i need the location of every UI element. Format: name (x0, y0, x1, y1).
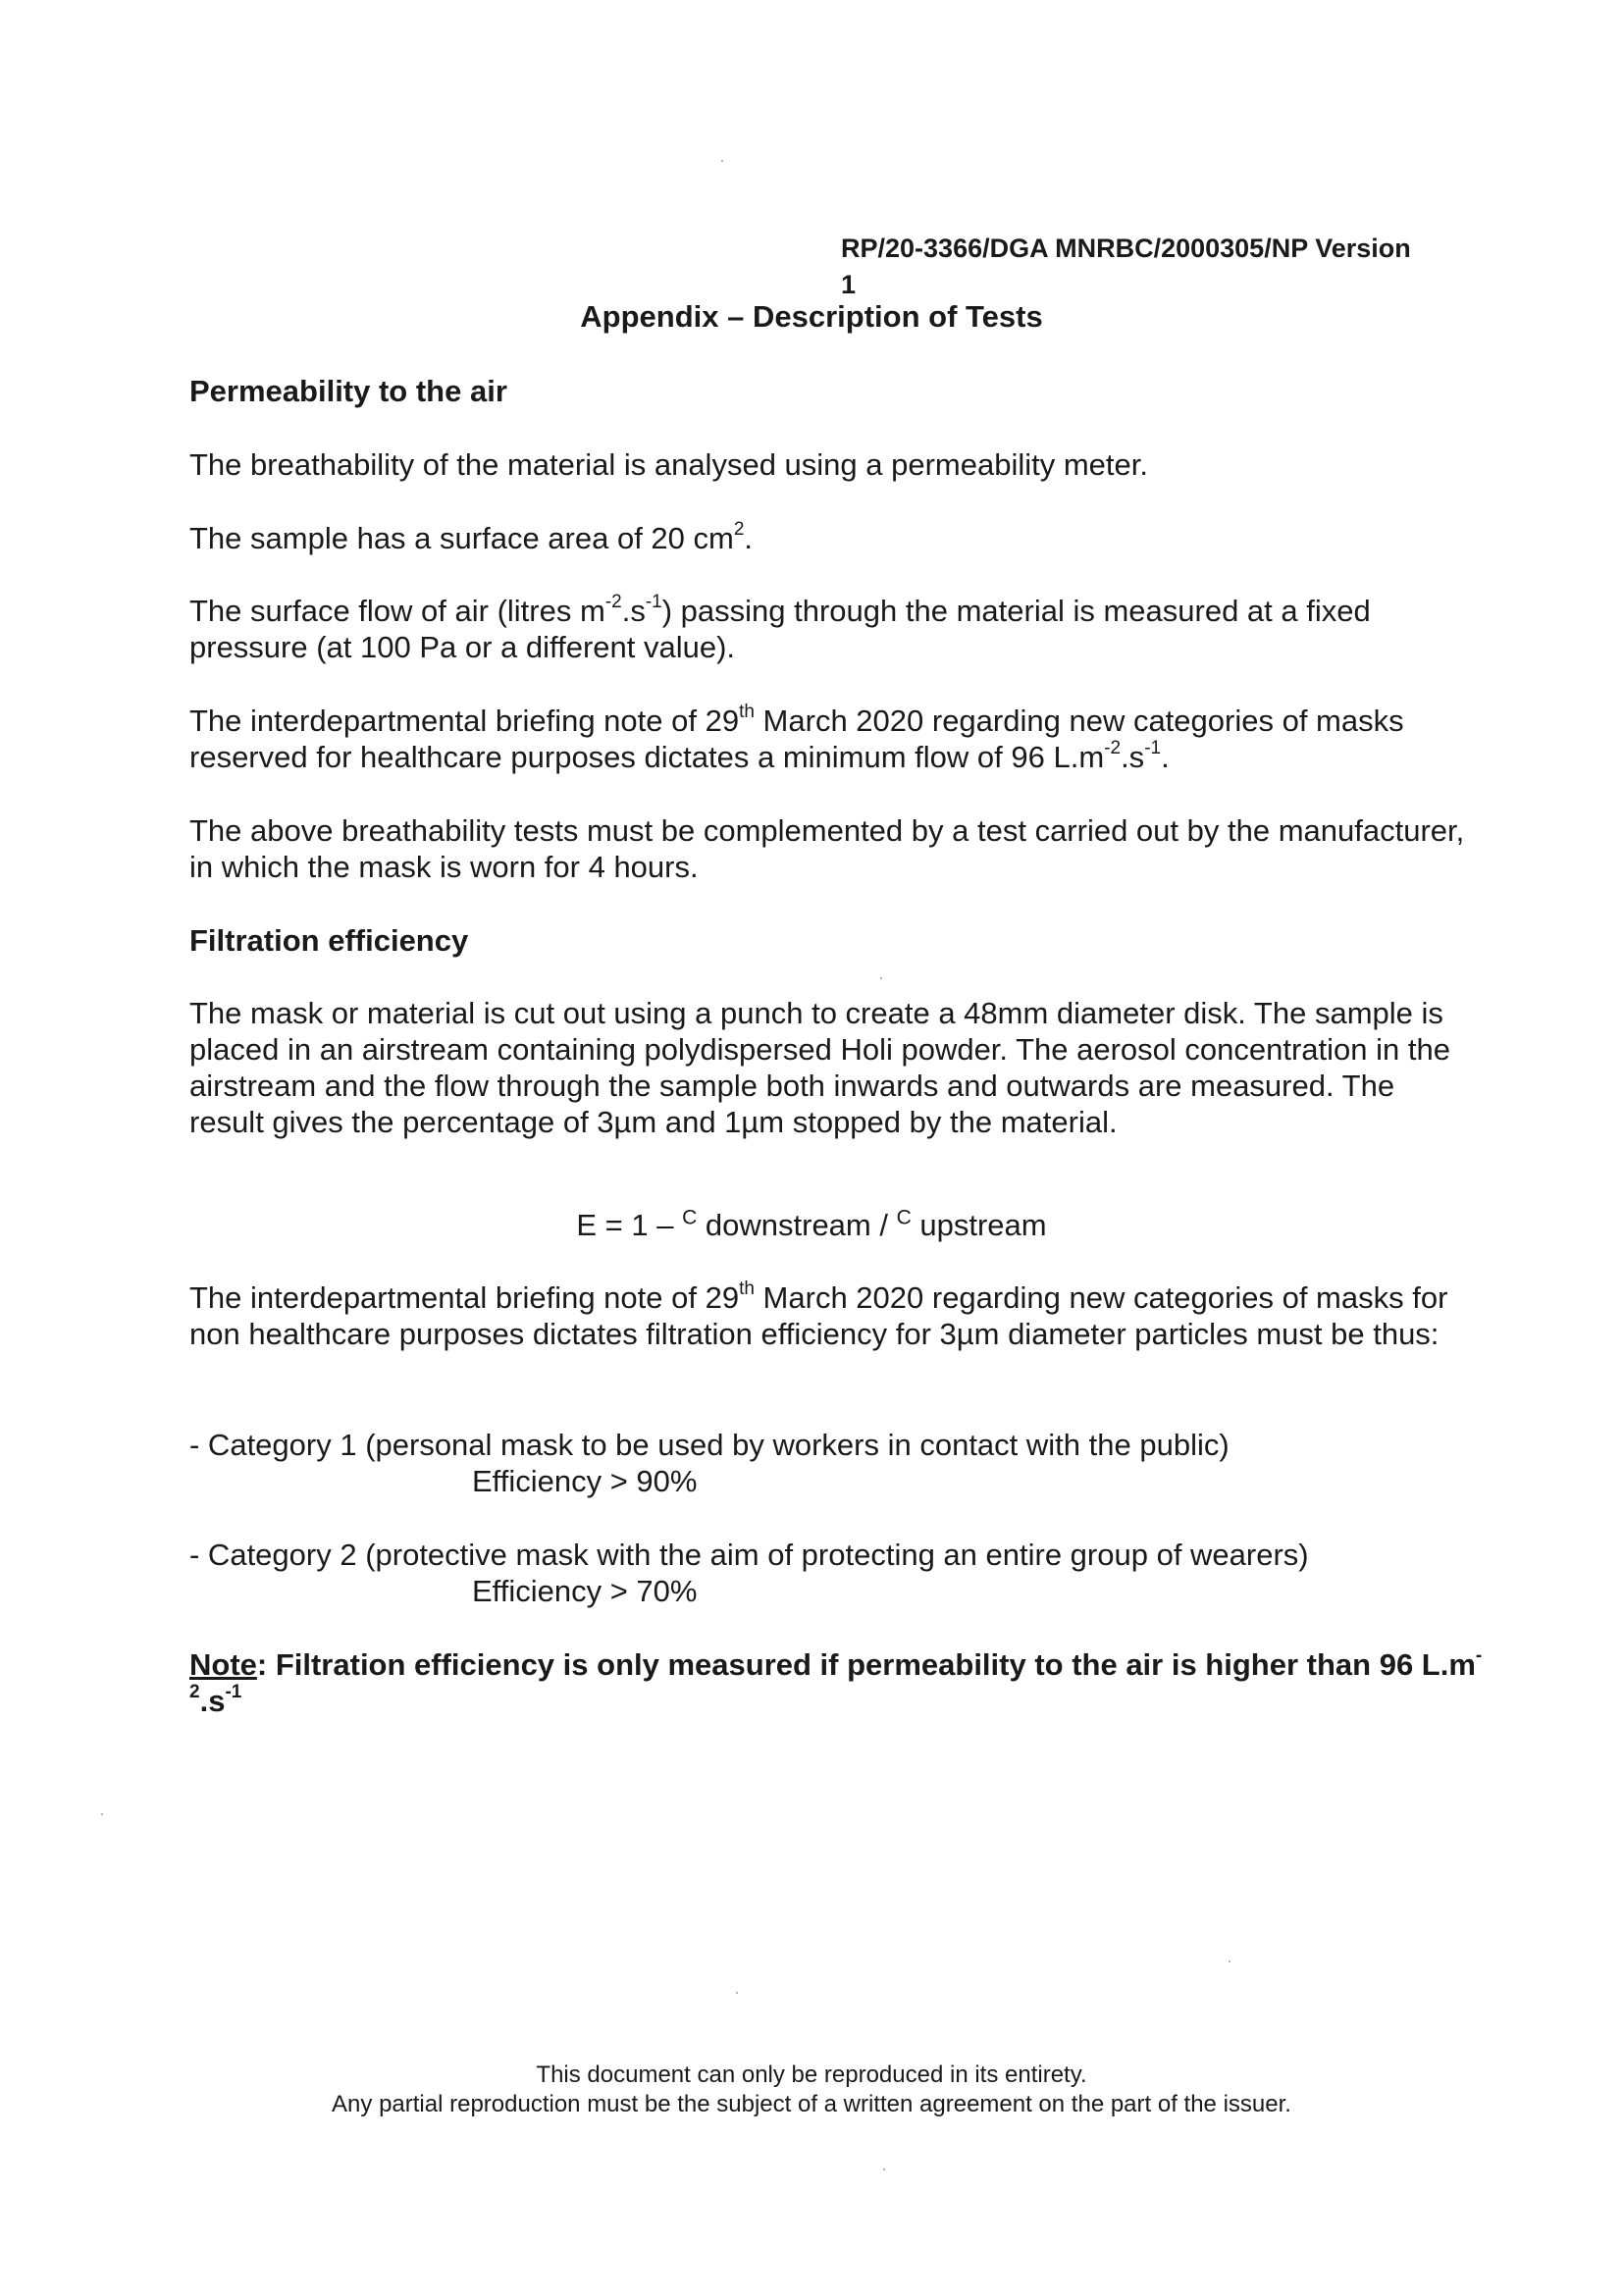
scan-speck (880, 977, 882, 979)
category-1-efficiency: Efficiency > 90% (472, 1464, 698, 1498)
filtration-paragraph-1: The mask or material is cut out using a punch to create a 48mm diameter disk. The sample is placed in an airstream containing polydispersed Holi powder. The aerosol concentration in the airstream and the flow through the sample both inwards and outwards are measured. The result gives the percentage of 3µm and 1µm stopped by the material. (189, 996, 1450, 1139)
permeability-paragraph-2: The sample has a surface area of 20 $cm^2$. (189, 518, 754, 555)
document-reference: RP/20-3366/DGA MNRBC/2000305/NP Version 1 (841, 234, 1411, 299)
permeability-paragraph-1: The breathability of the material is analysed using a permeability meter. (189, 447, 1148, 482)
category-1-label: - Category 1 (personal mask to be used by workers in contact with the public) (189, 1428, 1230, 1462)
permeability-paragraph-5: The above breathability tests must be complemented by a test carried out by the manufacturer, in which the mask is worn for 4 hours. (189, 813, 1465, 884)
scan-speck (883, 2168, 885, 2170)
category-2-efficiency: Efficiency > 70% (472, 1574, 698, 1608)
footer-line-1: This document can only be reproduced in its entirety. (536, 2061, 1087, 2088)
permeability-paragraph-4: The interdepartmental briefing note of 29th March 2020 regarding new categories of masks reserved for healthcare purposes dictates a minimum flow of 96 $L.m^{-2}.s^{-1}$. (189, 701, 1404, 774)
category-2 (189, 1537, 1465, 1609)
scan-speck (101, 1813, 103, 1815)
section-heading-filtration: Filtration efficiency (189, 923, 469, 958)
scan-speck (736, 1992, 738, 1994)
section-heading-permeability: Permeability to the air (189, 374, 507, 408)
category-1 (189, 1427, 1465, 1499)
filtration-paragraph-2: The interdepartmental briefing note of 29th March 2020 regarding new categories of masks for non healthcare purposes dictates filtration efficiency for 3µm diameter particles must be thus: (189, 1278, 1448, 1351)
scan-speck (1229, 1960, 1230, 1962)
efficiency-formula: E = 1 – $^C$ downstream / $^C$ upstream (576, 1206, 1047, 1242)
page-title: Appendix – Description of Tests (580, 299, 1043, 334)
category-2-label: - Category 2 (protective mask with the aim of protecting an entire group of wearers) (189, 1538, 1309, 1572)
scan-speck (721, 160, 723, 162)
permeability-paragraph-3: The surface flow of air (litres $m^{-2}.s^{-1}$) passing through the material is measured at a fixed pressure (at 100 Pa or a different value). (189, 591, 1371, 664)
footer-line-2: Any partial reproduction must be the subject of a written agreement on the part of the issuer. (332, 2091, 1291, 2117)
note: Note: Filtration efficiency is only measured if permeability to the air is higher than 96 $L.m^{-2}.s^{-1}$ (189, 1644, 1483, 1718)
note-label: Note (189, 1647, 257, 1682)
